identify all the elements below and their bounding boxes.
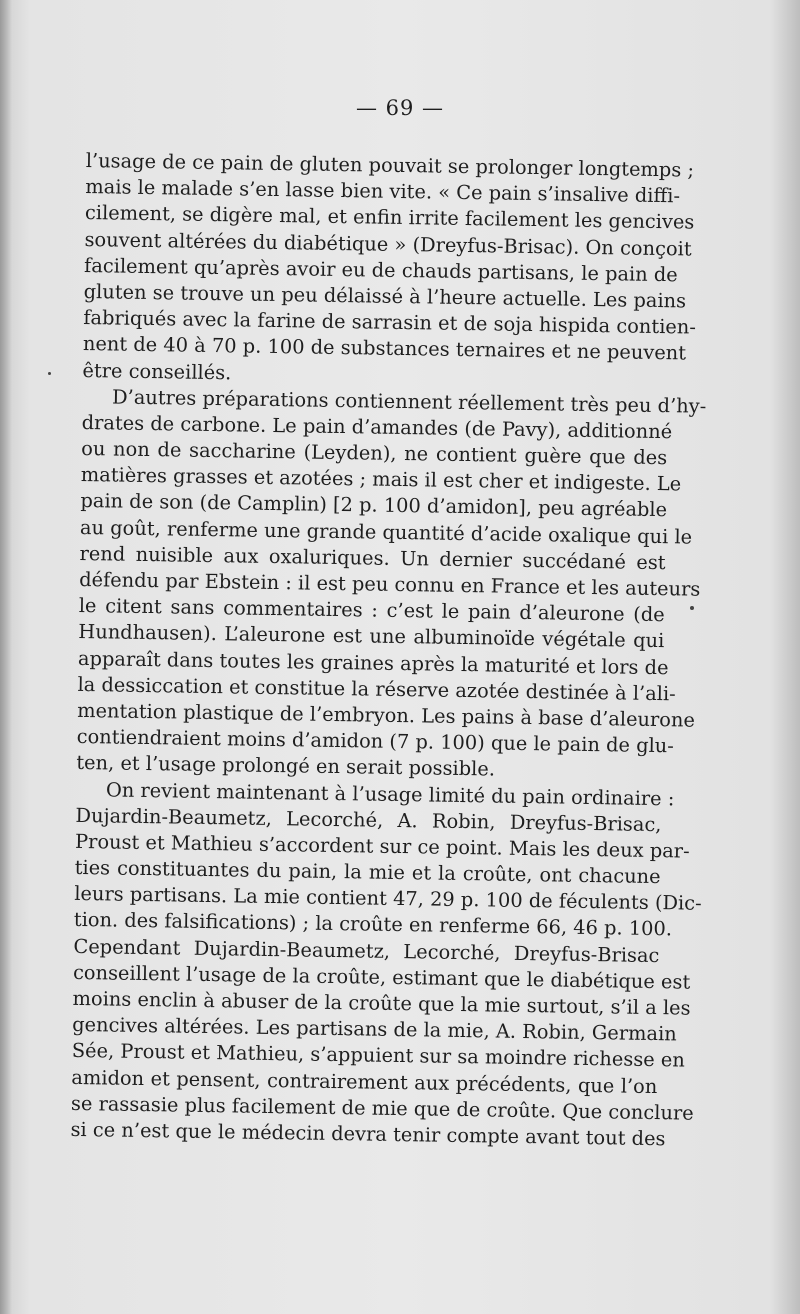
text-line: le citent sans commentaires : c’est le pain d’aleurone (de [78,594,665,627]
text-line: la dessiccation et constitue la réserve azotée destinée à l’ali- [77,672,676,706]
text-line: drates de carbone. Le pain d’amandes (de Pavy), additionné [81,410,673,444]
text-line: pain de son (de Camplin) [2 p. 100 d’amidon], peu agréable [80,489,668,522]
text-line: amidon et pensent, contrairement aux précédents, que l’on [71,1065,658,1098]
page-number: — 69 — [355,96,445,120]
text-line: nent de 40 à 70 p. 100 de substances ternaires et ne peuvent [82,332,687,365]
text-line: facilement qu’après avoir eu de chauds partisans, le pain de [83,253,678,287]
text-line: moins enclin à abuser de la croûte que la mie surtout, s’il a les [72,986,691,1020]
text-line: être conseillés. [82,358,232,384]
body-text [70,148,707,1152]
text-line: mentation plastique de l’embryon. Les pains à base d’aleurone [76,698,696,732]
text-line: Dujardin-Beaumetz, Lecorché, A. Robin, Dreyfus-Brisac, [75,803,662,836]
text-line: si ce n’est que le médecin devra tenir compte avant tout des [70,1117,666,1151]
text-line: Sée, Proust et Mathieu, s’appuient sur sa moindre richesse en [71,1039,686,1072]
text-line: gencives altérées. Les partisans de la mie, A. Robin, Germain [72,1013,677,1046]
text-line: fabriqués avec la farine de sarrasin et de soja hispida contien- [83,306,697,339]
text-line: leurs partisans. La mie contient 47, 29 p. 100 de féculents (Dic- [74,882,702,916]
text-line: conseillent l’usage de la croûte, estimant que le diabétique est [72,960,691,994]
ink-speck [48,372,51,375]
text-line: D’autres préparations contiennent réellement très peu d’hy- [111,385,707,418]
text-line: gluten se trouve un peu délaissé à l’heure actuelle. Les pains [83,279,687,313]
text-line: apparaît dans toutes les graines après la maturité et lors de [77,646,669,679]
text-line: se rassasie plus facilement de mie que de croûte. Que conclure [70,1091,694,1125]
text-line: Cependant Dujardin-Beaumetz, Lecorché, Dreyfus-Brisac [73,934,660,967]
text-line: contiendraient moins d’amidon (7 p. 100) que le pain de glu- [76,725,675,758]
text-line: l’usage de ce pain de gluten pouvait se prolonger longtemps ; [85,148,695,182]
text-line: défendu par Ebstein : il est peu connu en France et les auteurs [79,567,701,601]
text-line: ou non de saccharine (Leyden), ne contient guère que des [81,437,668,470]
binding-shadow [0,0,12,1314]
text-line: Hundhausen). L’aleurone est une albuminoïde végétale qui [78,620,665,653]
text-line: On revient maintenant à l’usage limité du pain ordinaire : [105,777,675,810]
text-line: Proust et Mathieu s’accordent sur ce point. Mais les deux par- [74,829,690,863]
text-line: rend nuisible aux oxaluriques. Un dernier succédané est [79,541,666,574]
text-line: ties constituantes du pain, la mie et la croûte, ont chacune [74,855,661,889]
text-line: au goût, renferme une grande quantité d’acide oxalique qui le [79,515,693,549]
text-line: tion. des falsifications) ; la croûte en renferme 66, 46 p. 100. [73,908,673,941]
text-line: matières grasses et azotées ; mais il est cher et indigeste. Le [80,463,682,496]
ink-speck [690,606,694,610]
text-line: ten, et l’usage prolongé en serait possible. [76,751,496,781]
text-line: mais le malade s’en lasse bien vite. « Ce pain s’insalive diffi- [85,175,681,208]
text-line: souvent altérées du diabétique » (Dreyfus-Brisac). On conçoit [84,227,692,261]
text-line: cilement, se digère mal, et enfin irrite facilement les gencives [84,201,695,234]
